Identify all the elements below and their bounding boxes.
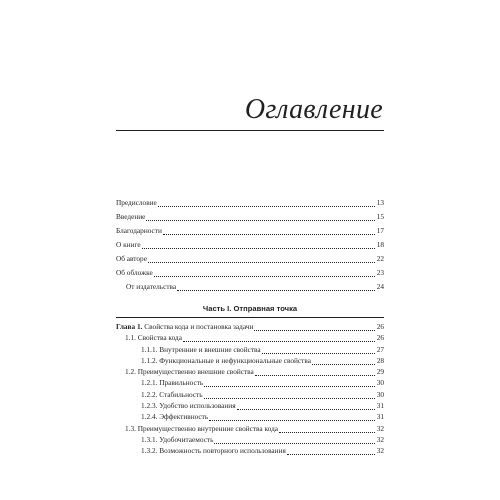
toc-entry-title: Предисловие	[116, 198, 157, 207]
dot-leader	[287, 448, 375, 455]
toc-entry-section-1-2-1[interactable]	[116, 378, 384, 387]
page-title: Оглавление	[244, 94, 383, 125]
dot-leader	[154, 270, 375, 277]
toc-entry-page: 32	[376, 423, 384, 433]
toc-entry-title: 1.3.1. Удобочитаемость	[141, 434, 214, 444]
toc-entry-page: 15	[376, 212, 384, 221]
toc-entry-page: 13	[376, 198, 384, 207]
toc-entry-about-author[interactable]	[116, 254, 384, 263]
dot-leader	[254, 324, 375, 331]
chapter-label: Глава 1.	[116, 322, 143, 331]
chapter-title: Свойства кода и постановка задачи	[142, 322, 254, 331]
part-divider	[116, 317, 384, 318]
dot-leader	[255, 369, 375, 376]
toc-entry-section-1-2-4[interactable]	[116, 412, 384, 421]
toc-entry-page: 32	[376, 434, 384, 444]
toc-entry-title: 1.2.1. Правильность	[141, 378, 204, 388]
toc-entry-preface[interactable]	[116, 198, 384, 207]
toc-entry-title: Об авторе	[116, 254, 147, 263]
toc-entry-title: О книге	[116, 240, 141, 249]
toc-entry-page: 30	[376, 389, 384, 399]
dot-leader	[146, 214, 375, 221]
dot-leader	[237, 403, 375, 410]
toc-entry-title: 1.1. Свойства кода	[125, 333, 182, 343]
toc-entry-section-1-1-2[interactable]	[116, 356, 384, 365]
toc-entry-section-1-2-2[interactable]	[116, 390, 384, 399]
toc-entry-section-1-2[interactable]	[116, 367, 384, 376]
toc-entry-chapter-1[interactable]	[116, 322, 384, 331]
toc-entry-page: 26	[376, 322, 384, 331]
dot-leader	[158, 200, 375, 207]
toc-entry-acknowledgements[interactable]	[116, 226, 384, 235]
toc-entry-section-1-1-1[interactable]	[116, 345, 384, 354]
dot-leader	[279, 426, 375, 433]
toc-entry-page: 23	[376, 268, 384, 277]
dot-leader	[148, 256, 375, 263]
dot-leader	[204, 380, 375, 387]
toc-entry-title: 1.2.2. Стабильность	[141, 389, 203, 399]
toc-entry-title: 1.3.2. Возможность повторного использования	[141, 446, 286, 456]
part-heading: Часть I. Отправная точка	[202, 304, 298, 313]
dot-leader	[312, 358, 375, 365]
toc-entry-section-1-3[interactable]	[116, 424, 384, 433]
toc-entry-page: 17	[376, 226, 384, 235]
dot-leader	[209, 414, 375, 421]
toc-entry-title: Об обложке	[116, 268, 153, 277]
dot-leader	[262, 347, 375, 354]
dot-leader	[163, 228, 375, 235]
toc-entry-page: 29	[376, 367, 384, 377]
toc-entry-from-publisher[interactable]	[116, 282, 384, 291]
toc-entry-page: 22	[376, 254, 384, 263]
toc-entry-page: 31	[376, 401, 384, 411]
toc-entry-section-1-2-3[interactable]	[116, 401, 384, 410]
toc-entry-section-1-1[interactable]	[116, 333, 384, 342]
toc-entry-title	[116, 322, 253, 331]
toc-entry-page: 31	[376, 412, 384, 422]
title-divider	[116, 130, 384, 131]
chapter-list	[116, 322, 384, 458]
toc-entry-about-cover[interactable]	[116, 268, 384, 277]
dot-leader	[183, 335, 375, 342]
toc-entry-title: 1.2.4. Эффективность	[141, 412, 209, 422]
toc-entry-page: 24	[376, 282, 384, 291]
toc-entry-page: 27	[376, 344, 384, 354]
toc-entry-title: 1.1.2. Функциональные и нефункциональные свойства	[141, 355, 311, 365]
toc-entry-title: От издательства	[126, 282, 177, 291]
toc-entry-introduction[interactable]	[116, 212, 384, 221]
toc-entry-section-1-3-2[interactable]	[116, 446, 384, 455]
toc-entry-title: 1.2. Преимущественно внешние свойства	[125, 367, 254, 377]
toc-entry-title: 1.1.1. Внутренние и внешние свойства	[141, 344, 261, 354]
toc-entry-page: 30	[376, 378, 384, 388]
toc-entry-page: 26	[376, 333, 384, 343]
toc-entry-section-1-3-1[interactable]	[116, 435, 384, 444]
dot-leader	[214, 437, 375, 444]
dot-leader	[204, 392, 375, 399]
toc-entry-title: Благодарности	[116, 226, 162, 235]
dot-leader	[177, 284, 375, 291]
toc-entry-title: 1.3. Преимущественно внутренние свойства кода	[125, 423, 279, 433]
toc-entry-page: 28	[376, 355, 384, 365]
dot-leader	[142, 242, 375, 249]
front-matter-list	[116, 198, 384, 296]
toc-entry-page: 32	[376, 446, 384, 456]
toc-entry-about-book[interactable]	[116, 240, 384, 249]
toc-entry-title: 1.2.3. Удобство использования	[141, 401, 236, 411]
toc-entry-title: Введение	[116, 212, 146, 221]
toc-entry-page: 18	[376, 240, 384, 249]
